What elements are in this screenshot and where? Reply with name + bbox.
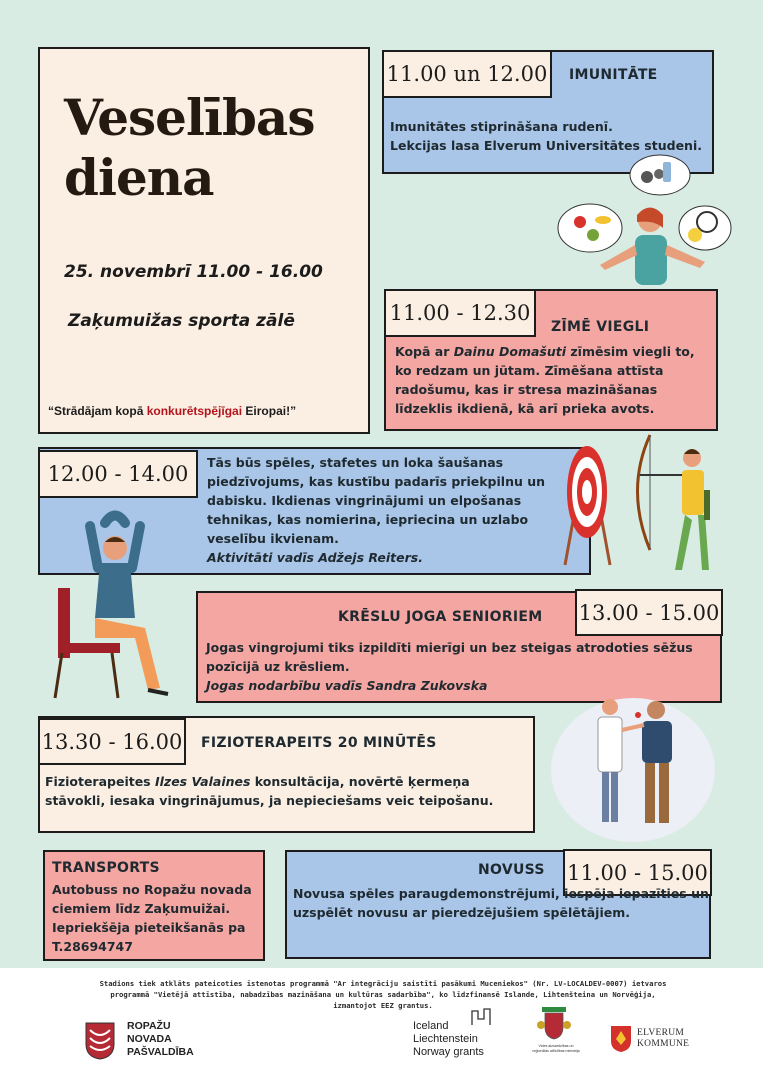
archer-illustration	[630, 430, 720, 575]
chair-yoga-description: Jogas vingrojumi tiks izpildīti mierīgi un bez steigas atrodoties sēžus pozīcijā uz krēsliem.	[206, 640, 693, 674]
immunity-time: 11.00 un 12.00	[382, 50, 552, 98]
transport-heading: TRANSPORTS	[52, 860, 160, 876]
games-lead: Aktivitāti vadīs Adžejs Reiters.	[207, 550, 423, 565]
woman-illustration	[555, 150, 730, 290]
ropazi-logo-text	[127, 1020, 194, 1059]
page-title	[64, 88, 314, 208]
chair-yoga-illustration	[50, 508, 180, 703]
physio-heading: FIZIOTERAPEITS 20 MINŪTĒS	[201, 735, 437, 751]
immunity-line-1: Imunitātes stiprināšana rudenī.	[390, 119, 613, 134]
chair-yoga-lead: Jogas nodarbību vadīs Sandra Zukovska	[206, 678, 488, 693]
grants-line-2: Liechtenstein	[413, 1033, 478, 1045]
physio-text	[45, 772, 530, 810]
games-time: 12.00 - 14.00	[38, 450, 198, 498]
physio-therapist-name: Ilzes Valaines	[154, 774, 251, 789]
elverum-coat-of-arms-icon	[610, 1025, 632, 1053]
eea-grants-icon	[470, 1007, 492, 1027]
drawing-time: 11.00 - 12.30	[384, 289, 536, 337]
novuss-heading: NOVUSS	[478, 862, 545, 878]
slogan-highlight: konkurētspējīgai	[146, 404, 243, 418]
archery-target-illustration	[560, 440, 615, 570]
slogan-text-1: “Strādājam kopā	[48, 404, 147, 418]
title-line-1: Veselības	[64, 88, 315, 147]
drawing-text-post: zīmēsim viegli to, ko redzam un jūtam. Zīmēšana attīsta radošumu, kas ir stresa mazināšanas līdzeklis ikdienā, kā arī prieka avots.	[395, 344, 695, 416]
immunity-line-2: Lekcijas lasa Elverum Universitātes studeni.	[390, 138, 702, 153]
chair-yoga-text	[206, 638, 701, 695]
games-description: Tās būs spēles, stafetes un loka šaušanas piedzīvojums, kas kustību padarīs priekpilnu un dabisku. Ikdienas vingrinājumi un elpošanas tehnikas, kas nomierina, iepriecina un uzlabo veselību ikvienam.	[207, 455, 546, 546]
physio-illustration	[548, 695, 718, 845]
title-line-2: diena	[64, 148, 214, 207]
ropazi-line-1: ROPAŽU	[127, 1020, 171, 1032]
drawing-heading: ZĪMĒ VIEGLI	[551, 319, 650, 335]
immunity-heading: IMUNITĀTE	[569, 67, 658, 83]
novuss-text: Novusa spēles paraugdemonstrējumi, iespēja iepazīties un uzspēlēt novusu ar pieredzējušiem spēlētājiem.	[293, 886, 709, 920]
physio-text-pre: Fizioterapeites	[45, 774, 155, 789]
ropazi-coat-of-arms-icon	[85, 1022, 115, 1060]
slogan	[48, 404, 296, 418]
elverum-line-2: KOMMUNE	[637, 1039, 690, 1049]
chair-yoga-heading: KRĒSLU JOGA SENIORIEM	[338, 609, 543, 625]
grants-line-3: Norway grants	[413, 1046, 484, 1058]
drawing-text	[395, 342, 713, 418]
event-venue: Zaķumuižas sporta zālē	[68, 311, 295, 331]
games-text	[207, 453, 569, 567]
ministry-text: Vides aizsardzības un reģionālās attīstības ministrija	[532, 1044, 580, 1053]
grants-line-1: Iceland	[413, 1020, 449, 1032]
transport-text: Autobuss no Ropažu novada ciemiem līdz Zaķumuižai. Iepriekšēja pieteikšanās pa T.28694747	[52, 882, 252, 954]
chair-yoga-time: 13.00 - 15.00	[575, 589, 723, 636]
ropazi-line-2: NOVADA	[127, 1033, 172, 1045]
event-date: 25. novembrī 11.00 - 16.00	[64, 262, 323, 282]
latvia-coat-of-arms-icon	[537, 1007, 571, 1041]
novuss-time: 11.00 - 15.00	[563, 849, 712, 896]
drawing-text-pre: Kopā ar	[395, 344, 454, 359]
physio-text-post: konsultācija, novērtē ķermeņa stāvokli, iesaka vingrinājumus, ja nepieciešams veic teipošanu.	[45, 774, 494, 808]
elverum-line-1: ELVERUM	[637, 1028, 685, 1038]
funding-text: Stadions tiek atklāts pateicoties īstenotas programmā "Ar integrāciju saistīti pasākumi Muceniekos" (Nr. LV-LOCALDEV-0007) ietvaros programmā "Vietējā attīstība, nabadzības mazināšana un kultūras sadarbība", ko līdzfinansē Islande, Lihtenšteina un Norvēģija, izmantojot EEZ grantus.	[99, 979, 667, 1010]
ropazi-line-3: PAŠVALDĪBA	[127, 1046, 194, 1058]
slogan-text-2: Eiropai!”	[242, 404, 297, 418]
drawing-teacher-name: Dainu Domašuti	[453, 344, 567, 359]
physio-time: 13.30 - 16.00	[38, 718, 186, 765]
elverum-logo-text	[637, 1028, 689, 1050]
